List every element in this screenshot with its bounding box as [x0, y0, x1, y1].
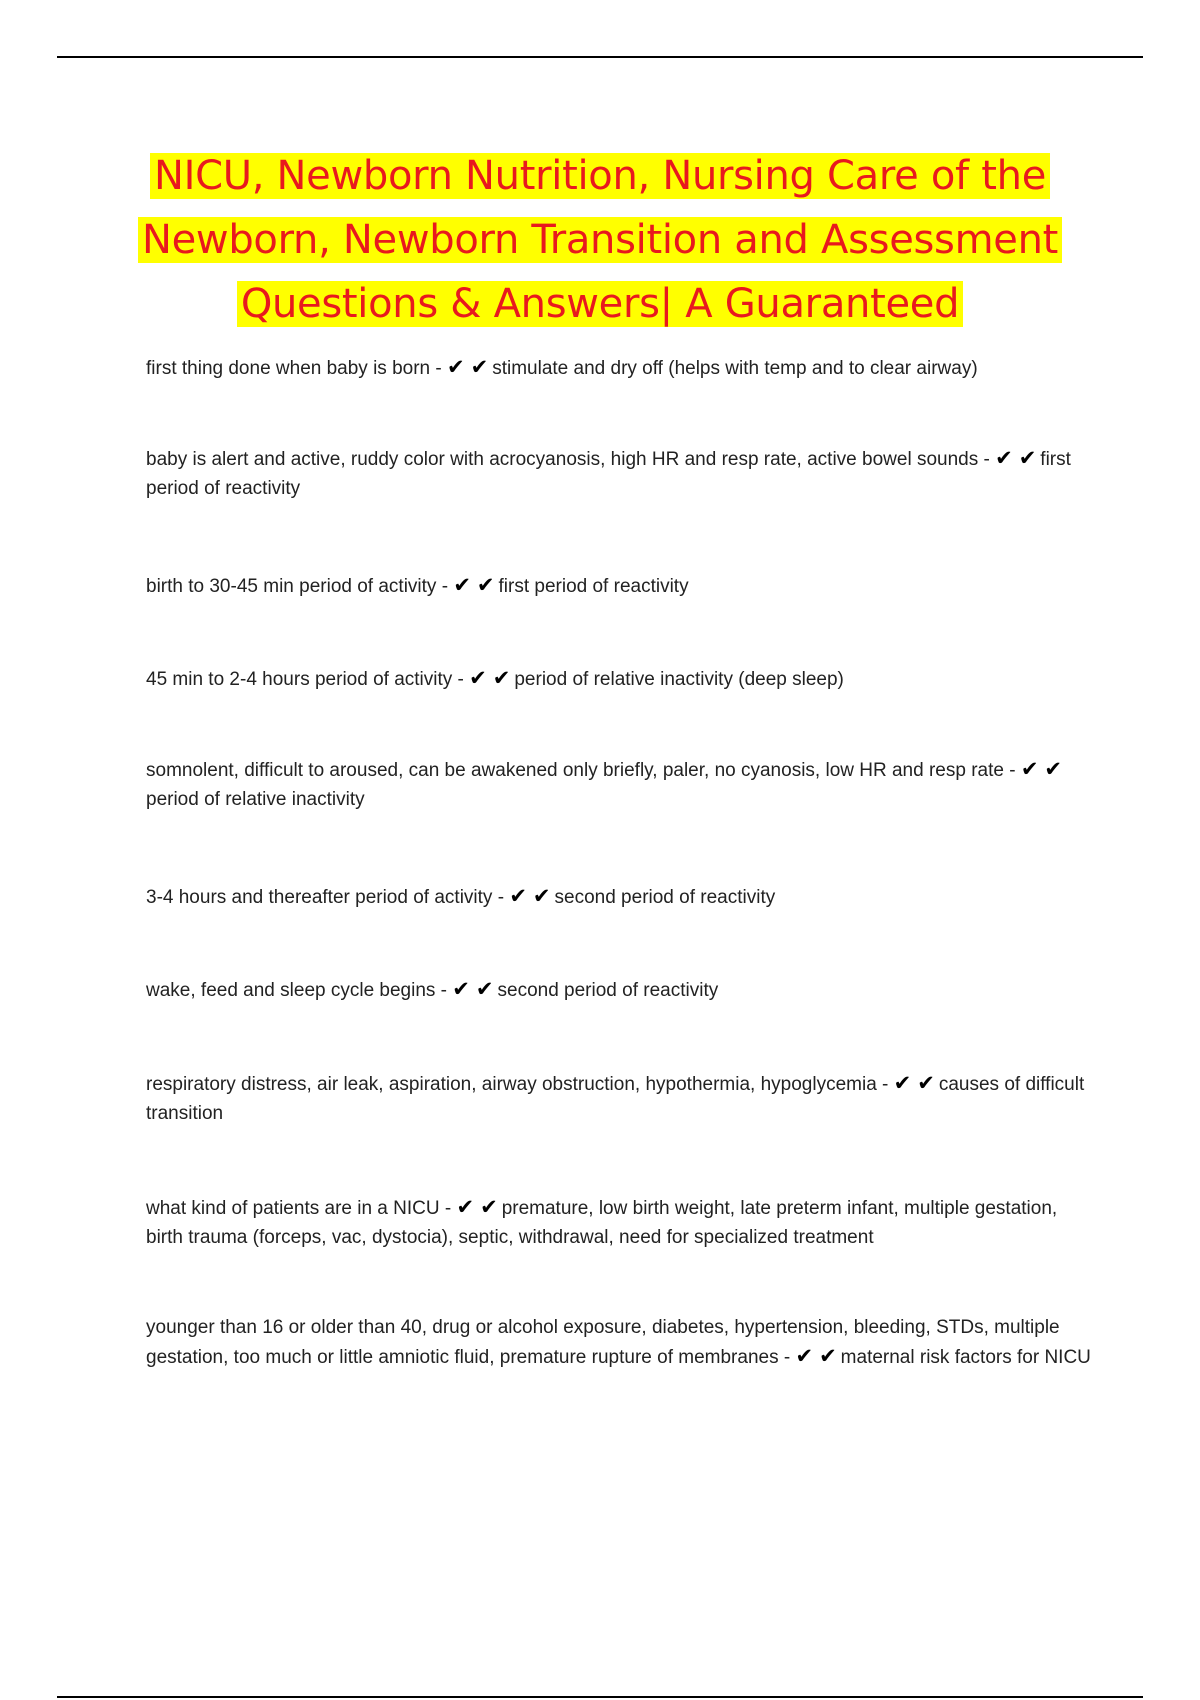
qa-item — [146, 444, 1096, 503]
check-icon: ✔✔ — [509, 884, 557, 908]
check-icon: ✔✔ — [795, 1344, 843, 1368]
check-icon: ✔✔ — [452, 977, 500, 1001]
question-text: 3-4 hours and thereafter period of activity - — [146, 887, 505, 908]
check-icon: ✔✔ — [995, 446, 1043, 470]
question-text: first thing done when baby is born - — [146, 358, 442, 379]
header-rule — [57, 56, 1143, 58]
answer-text: first period of reactivity — [498, 576, 689, 597]
question-text: what kind of patients are in a NICU - — [146, 1198, 452, 1219]
answer-text: period of relative inactivity (deep sleep) — [514, 669, 844, 690]
document-title-text: NICU, Newborn Nutrition, Nursing Care of the Newborn, Newborn Transition and Assessment Questions & Answers| A Guaranteed — [138, 153, 1062, 327]
question-text: wake, feed and sleep cycle begins - — [146, 980, 448, 1001]
answer-text: causes of difficult transition — [146, 1074, 1085, 1124]
qa-item — [146, 755, 1096, 814]
answer-text: second period of reactivity — [554, 887, 776, 908]
answer-text: second period of reactivity — [497, 980, 719, 1001]
check-icon: ✔✔ — [1020, 757, 1069, 781]
question-text: somnolent, difficult to aroused, can be awakened only briefly, paler, no cyanosis, low HR and resp rate - — [146, 760, 1016, 781]
qa-item — [146, 353, 1096, 383]
qa-item — [146, 571, 1096, 601]
answer-text: premature, low birth weight, late preterm infant, multiple gestation, birth trauma (forceps, vac, dystocia), septic, withdrawal, need for specialized treatment — [146, 1198, 1058, 1248]
check-icon: ✔✔ — [456, 1195, 504, 1219]
qa-item — [146, 664, 1096, 694]
check-icon: ✔✔ — [893, 1071, 941, 1095]
answer-text: maternal risk factors for NICU — [840, 1347, 1091, 1368]
answer-text: first period of reactivity — [146, 449, 1071, 499]
check-icon: ✔✔ — [469, 666, 517, 690]
footer-rule — [57, 1696, 1143, 1698]
question-text: 45 min to 2-4 hours period of activity - — [146, 669, 464, 690]
question-text: respiratory distress, air leak, aspiration, airway obstruction, hypothermia, hypoglycemia - — [146, 1074, 889, 1095]
answer-text: period of relative inactivity — [146, 789, 365, 810]
qa-item — [146, 882, 1096, 912]
check-icon: ✔✔ — [453, 573, 501, 597]
question-text: younger than 16 or older than 40, drug or alcohol exposure, diabetes, hypertension, bleeding, STDs, multiple gestation, too much or little amniotic fluid, premature rupture of membranes - — [146, 1317, 1060, 1368]
qa-item — [146, 1313, 1096, 1372]
qa-item — [146, 975, 1096, 1005]
document-title — [100, 144, 1100, 336]
question-text: birth to 30-45 min period of activity - — [146, 576, 449, 597]
question-text: baby is alert and active, ruddy color with acrocyanosis, high HR and resp rate, active bowel sounds - — [146, 449, 990, 470]
qa-item — [146, 1069, 1096, 1128]
check-icon: ✔✔ — [447, 355, 495, 379]
qa-item — [146, 1193, 1096, 1252]
answer-text: stimulate and dry off (helps with temp and to clear airway) — [492, 358, 978, 379]
